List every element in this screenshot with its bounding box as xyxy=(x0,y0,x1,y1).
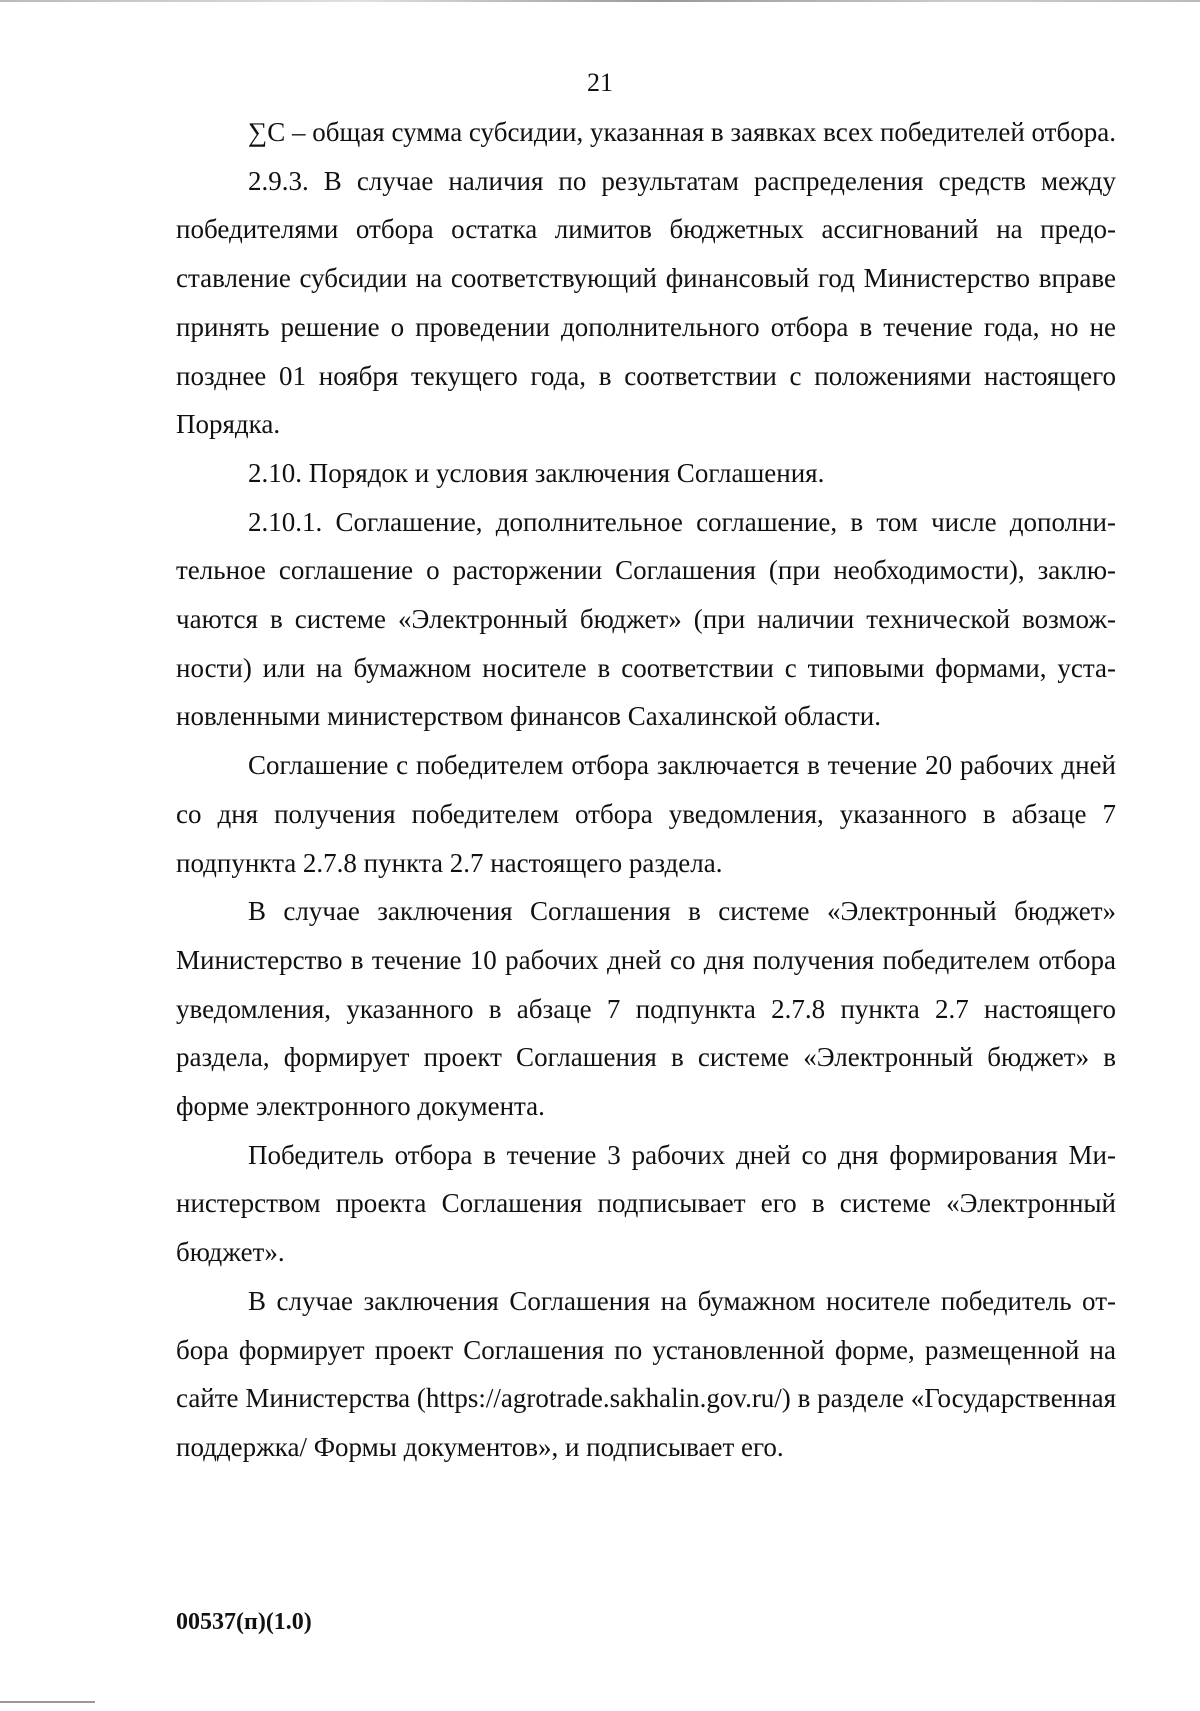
paragraph-2-10-heading: 2.10. Порядок и условия заключения Соглашения. xyxy=(248,457,825,488)
paragraph-subsidy-sum-definition: ∑С – общая сумма субсидии, указанная в заявках всех победителей отбора. xyxy=(248,117,1116,147)
page-number: 21 xyxy=(587,68,613,97)
paragraph-electronic-budget: В случае заключения Соглашения в системе «Электронный бюджет» Министерство в течение 10 рабочих дней со дня получения победителем отбора уведомления, указанного в абзаце 7 подпункта 2.7.8 пункта 2.7 настоящего раздела, формирует проект Соглашения в системе «Электронный бюджет» в форме электронного документа. xyxy=(176,896,1116,1122)
paragraph-paper-form: В случае заключения Соглашения на бумажном носителе победитель отбора формирует проект Соглашения по установленной форме, размещенной на сайте Министерства (https://agrotrade.sakhalin.gov.ru/) в разделе «Государственная поддержка/ Формы документов», и подписывает его. xyxy=(176,1285,1116,1462)
paragraph-agreement-term: Соглашение с победителем отбора заключается в течение 20 рабочих дней со дня получения победителем отбора уведомления, указанного в абзаце 7 подпункта 2.7.8 пункта 2.7 настоящего раздела. xyxy=(176,750,1116,878)
document-body xyxy=(176,108,1116,1472)
scan-edge-top xyxy=(0,0,1200,2)
paragraph-2-9-3: 2.9.3. В случае наличия по результатам распределения средств между победителями отбора остатка лимитов бюджетных ассигнований на предоставление субсидии на соответствующий финансовый год Министерство вправе принять решение о проведении дополнительного отбора в течение года, но не позднее 01 ноября текущего года, в соответствии с положениями настоящего Порядка. xyxy=(176,165,1116,440)
scan-edge-bottom xyxy=(0,1701,95,1703)
paragraph-2-10-1: 2.10.1. Соглашение, дополнительное соглашение, в том числе дополнительное соглашение о расторжении Соглашения (при необходимости), заключаются в системе «Электронный бюджет» (при наличии технической возможности) или на бумажном носителе в соответствии с типовыми формами, установленными министерством финансов Сахалинской области. xyxy=(176,506,1116,732)
paragraph-winner-signing: Победитель отбора в течение 3 рабочих дней со дня формирования Министерством проекта Соглашения подписывает его в системе «Электронный бюджет». xyxy=(176,1139,1116,1268)
footer-document-code: 00537(п)(1.0) xyxy=(176,1609,312,1635)
